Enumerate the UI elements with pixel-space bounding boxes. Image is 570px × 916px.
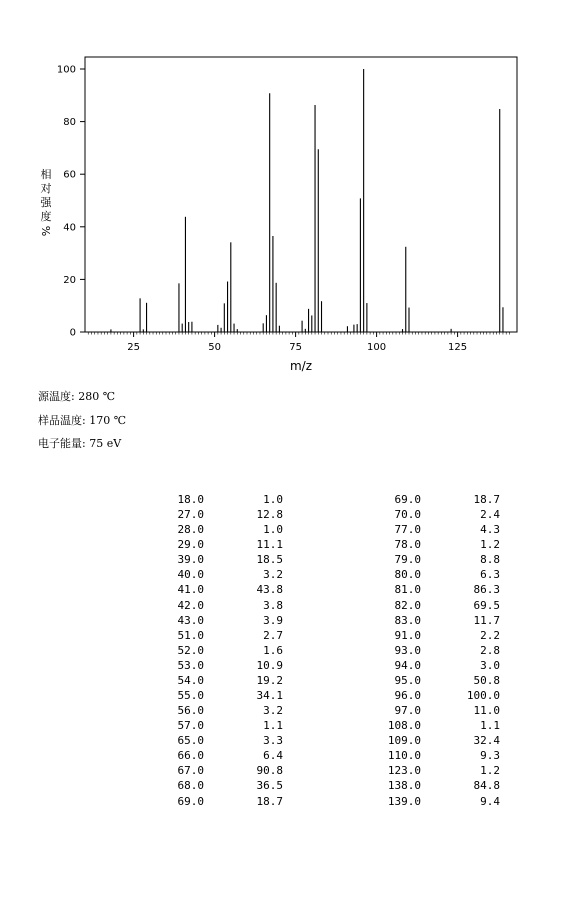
intensity-value: 3.2 [263, 568, 283, 582]
sample-temperature [38, 412, 126, 428]
table-row [80, 537, 283, 552]
mz-value: 52.0 [177, 643, 204, 657]
table-row [376, 748, 570, 763]
table-row [80, 643, 283, 658]
intensity-value: 1.2 [480, 764, 500, 778]
mz-value: 68.0 [177, 779, 204, 793]
intensity-value: 18.7 [256, 794, 283, 808]
table-row [80, 778, 283, 793]
intensity-value: 1.6 [263, 643, 283, 657]
table-row [80, 658, 283, 673]
table-row [80, 628, 283, 643]
mz-value: 51.0 [177, 628, 204, 642]
mz-value: 82.0 [394, 598, 421, 612]
intensity-value: 4.3 [480, 523, 500, 537]
mz-value: 95.0 [394, 673, 421, 687]
table-row [80, 582, 283, 597]
peak-bars [111, 69, 503, 332]
y-tick-label: 60 [63, 169, 76, 181]
intensity-value: 50.8 [473, 673, 500, 687]
x-tick-label: 125 [448, 342, 468, 353]
mz-value: 56.0 [177, 704, 204, 718]
intensity-value: 90.8 [256, 764, 283, 778]
intensity-value: 2.8 [480, 643, 500, 657]
table-row [376, 688, 570, 703]
intensity-value: 18.5 [256, 553, 283, 567]
mz-value: 27.0 [177, 508, 204, 522]
y-axis-label-char: 对 [40, 182, 52, 195]
mz-value: 55.0 [177, 689, 204, 703]
y-tick-label: 80 [63, 117, 76, 129]
mz-value: 28.0 [177, 523, 204, 537]
intensity-value: 18.7 [473, 493, 500, 506]
table-row [376, 733, 570, 748]
table-row [376, 582, 570, 597]
x-tick-label: 25 [127, 342, 140, 353]
mz-value: 42.0 [177, 598, 204, 612]
intensity-value: 1.1 [480, 719, 500, 733]
mz-value: 40.0 [177, 568, 204, 582]
table-row [376, 794, 570, 809]
intensity-value: 9.4 [480, 794, 500, 808]
table-row [376, 537, 570, 552]
intensity-value: 3.0 [480, 658, 500, 672]
mz-value: 80.0 [394, 568, 421, 582]
y-axis-label [40, 167, 53, 236]
table-row [80, 567, 283, 582]
electron-energy-label: 电子能量: [38, 437, 86, 450]
mz-value: 94.0 [394, 658, 421, 672]
source-temperature-value: 280 ℃ [78, 390, 116, 403]
mz-value: 53.0 [177, 658, 204, 672]
intensity-value: 43.8 [256, 583, 283, 597]
mz-value: 39.0 [177, 553, 204, 567]
x-axis [127, 332, 467, 353]
y-axis-label-char: 强 [40, 196, 52, 209]
table-row [376, 643, 570, 658]
table-row [80, 748, 283, 763]
source-temperature-label: 源温度: [38, 390, 75, 403]
peak-table-right [376, 492, 570, 809]
table-row [80, 598, 283, 613]
y-tick-label: 100 [56, 64, 76, 76]
x-tick-label: 50 [208, 342, 221, 353]
mz-value: 67.0 [177, 764, 204, 778]
mz-value: 18.0 [177, 493, 204, 506]
table-row [80, 552, 283, 567]
table-row [80, 522, 283, 537]
y-axis-label-char: 相 [40, 168, 52, 181]
table-row [376, 763, 570, 778]
electron-energy-value: 75 eV [89, 437, 122, 450]
mz-value: 57.0 [177, 719, 204, 733]
table-row [80, 688, 283, 703]
intensity-value: 86.3 [473, 583, 500, 597]
intensity-value: 2.4 [480, 508, 500, 522]
intensity-value: 36.5 [256, 779, 283, 793]
mz-value: 81.0 [394, 583, 421, 597]
mz-value: 139.0 [387, 794, 421, 808]
mz-value: 91.0 [394, 628, 421, 642]
x-axis-label: m/z [289, 359, 313, 373]
sample-temperature-value: 170 ℃ [89, 414, 127, 427]
table-row [376, 628, 570, 643]
table-row [80, 673, 283, 688]
y-axis-label-unit: % [40, 225, 53, 237]
mz-value: 123.0 [387, 764, 421, 778]
intensity-value: 11.1 [256, 538, 283, 552]
table-row [80, 507, 283, 522]
mz-value: 108.0 [387, 719, 421, 733]
intensity-value: 10.9 [256, 658, 283, 672]
electron-energy [38, 435, 121, 451]
table-row [376, 658, 570, 673]
table-row [376, 613, 570, 628]
mz-value: 83.0 [394, 613, 421, 627]
mz-value: 69.0 [394, 493, 421, 506]
table-row [376, 552, 570, 567]
table-row [376, 598, 570, 613]
table-row [80, 703, 283, 718]
intensity-value: 3.3 [263, 734, 283, 748]
intensity-value: 100.0 [466, 689, 500, 703]
y-tick-label: 0 [69, 327, 76, 339]
intensity-value: 3.8 [263, 598, 283, 612]
intensity-value: 69.5 [473, 598, 500, 612]
intensity-value: 8.8 [480, 553, 500, 567]
y-axis [57, 65, 85, 339]
mz-value: 77.0 [394, 523, 421, 537]
mz-value: 109.0 [387, 734, 421, 748]
intensity-value: 1.1 [263, 719, 283, 733]
intensity-value: 32.4 [473, 734, 500, 748]
mz-value: 138.0 [387, 779, 421, 793]
y-axis-label-text [41, 167, 53, 223]
intensity-value: 19.2 [256, 673, 283, 687]
y-tick-label: 40 [63, 222, 76, 234]
mz-value: 43.0 [177, 613, 204, 627]
intensity-value: 1.0 [263, 493, 283, 506]
mz-value: 54.0 [177, 673, 204, 687]
x-tick-label: 75 [289, 342, 302, 353]
table-row [376, 507, 570, 522]
intensity-value: 11.0 [473, 704, 500, 718]
intensity-value: 1.0 [263, 523, 283, 537]
table-row [376, 703, 570, 718]
plot-frame [85, 57, 517, 332]
y-axis-label-char: 度 [40, 210, 52, 223]
table-row [376, 673, 570, 688]
intensity-value: 3.2 [263, 704, 283, 718]
table-row [376, 778, 570, 793]
table-row [80, 733, 283, 748]
mass-spectrum-chart [0, 0, 570, 380]
intensity-value: 2.2 [480, 628, 500, 642]
table-row [80, 492, 283, 507]
mz-value: 41.0 [177, 583, 204, 597]
table-row [80, 763, 283, 778]
table-row [80, 794, 283, 809]
x-tick-label: 100 [367, 342, 387, 353]
table-row [376, 718, 570, 733]
table-row [376, 522, 570, 537]
sample-temperature-label: 样品温度: [38, 414, 86, 427]
mz-value: 93.0 [394, 643, 421, 657]
mz-value: 70.0 [394, 508, 421, 522]
mz-value: 110.0 [387, 749, 421, 763]
intensity-value: 6.4 [263, 749, 283, 763]
intensity-value: 6.3 [480, 568, 500, 582]
mz-value: 96.0 [394, 689, 421, 703]
intensity-value: 12.8 [256, 508, 283, 522]
y-tick-label: 20 [63, 274, 76, 286]
source-temperature [38, 388, 115, 404]
intensity-value: 11.7 [473, 613, 500, 627]
mz-value: 65.0 [177, 734, 204, 748]
mz-value: 69.0 [177, 794, 204, 808]
intensity-value: 9.3 [480, 749, 500, 763]
mz-value: 29.0 [177, 538, 204, 552]
table-row [376, 492, 570, 507]
mz-value: 66.0 [177, 749, 204, 763]
mz-value: 79.0 [394, 553, 421, 567]
intensity-value: 2.7 [263, 628, 283, 642]
table-row [80, 718, 283, 733]
mz-value: 97.0 [394, 704, 421, 718]
mz-value: 78.0 [394, 538, 421, 552]
table-row [376, 567, 570, 582]
intensity-value: 3.9 [263, 613, 283, 627]
intensity-value: 34.1 [256, 689, 283, 703]
peak-table-left [80, 492, 283, 809]
intensity-value: 1.2 [480, 538, 500, 552]
intensity-value: 84.8 [473, 779, 500, 793]
table-row [80, 613, 283, 628]
